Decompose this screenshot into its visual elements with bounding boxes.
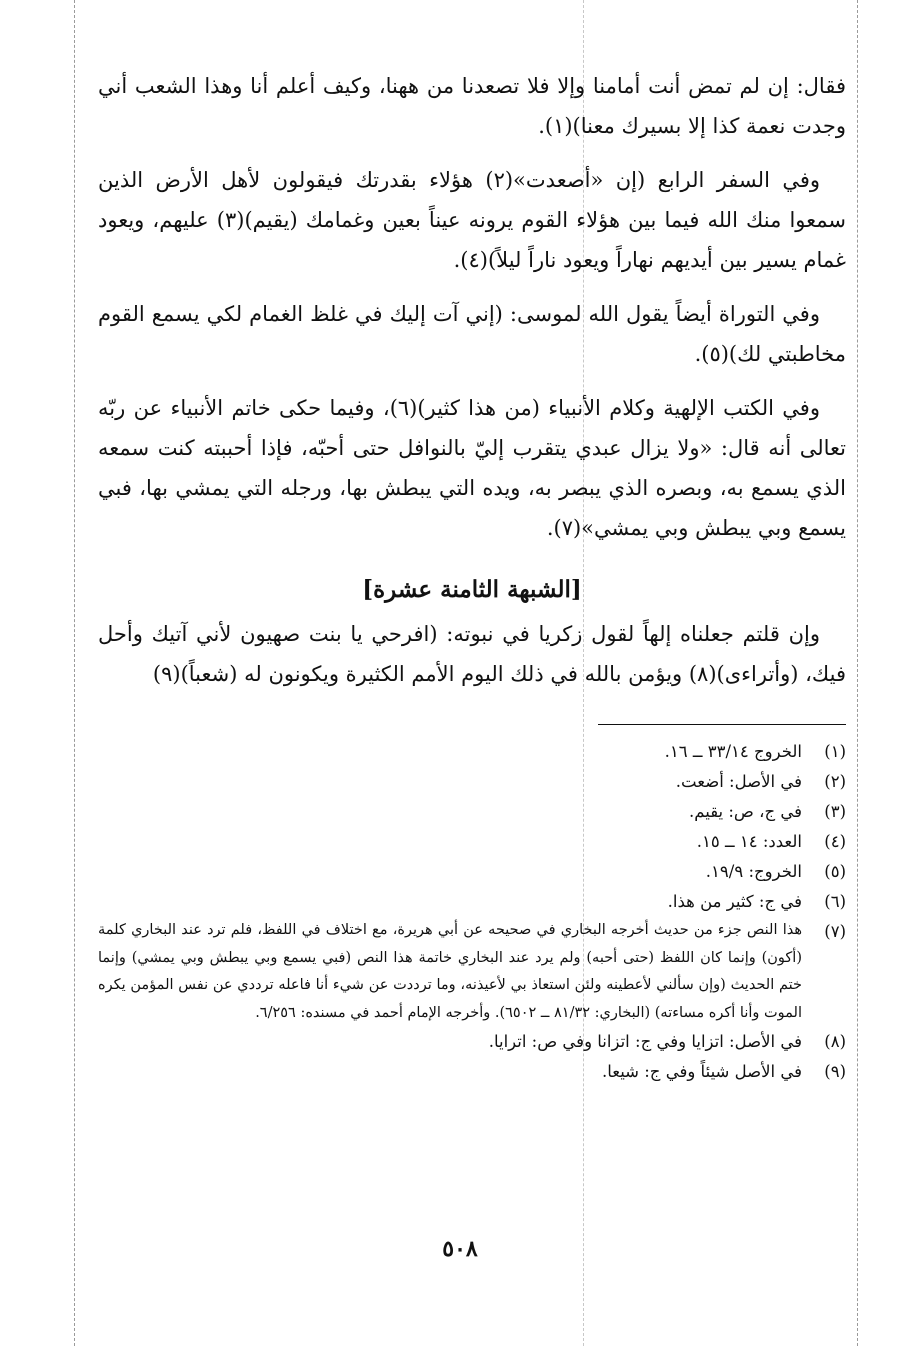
footnote-number: (٦) [824, 892, 846, 911]
footnote-number: (٧) [824, 922, 846, 941]
body-paragraph: وفي السفر الرابع (إن «أصعدت»(٢) هؤلاء بقدرتك فيقولون لأهل الأرض الذين سمعوا منك الله فيما بين هؤلاء القوم يرونه عيناً بعين وغمامك (يقيم)(٣) عليهم، ويعود غمام يسير بين أيديهم نهاراً ويعود ناراً ليلاً)(٤). [98, 168, 846, 272]
body-paragraph: وإن قلتم جعلناه إلهاً لقول زكريا في نبوته: (افرحي يا بنت صهيون لأني آتيك وأحل فيك، (وأتراءى)(٨) ويؤمن بالله في ذلك اليوم الأمم الكثيرة ويكونون له (شعباً)(٩) [98, 622, 846, 686]
footnote-number: (٥) [824, 862, 846, 881]
footnote-item [98, 1057, 846, 1087]
footnote-text: العدد: ١٤ ــ ١٥. [696, 832, 802, 851]
footnote-text: الخروج: ١٩/٩. [705, 862, 802, 881]
footnote-number: (١) [824, 742, 846, 761]
footnote-text: في ج: كثير من هذا. [667, 892, 802, 911]
footnote-text: في الأصل: أضعت. [675, 772, 802, 791]
footnote-number: (٨) [824, 1032, 846, 1051]
page-content [98, 66, 846, 1087]
page-fold-line-left [74, 0, 75, 1346]
footnote-item [98, 767, 846, 797]
footnote-item [98, 1027, 846, 1057]
footnote-text: في ج، ص: يقيم. [688, 802, 802, 821]
body-paragraph: فقال: إن لم تمض أنت أمامنا وإلا فلا تصعدنا من ههنا، وكيف أعلم أنا وهذا الشعب أني وجدت نعمة كذا إلا بسيرك معنا)(١). [98, 74, 846, 138]
body-paragraph: وفي التوراة أيضاً يقول الله لموسى: (إني آت إليك في غلظ الغمام لكي يسمع القوم مخاطبتي لك)(٥). [98, 302, 846, 366]
footnote-text: الخروج ٣٣/١٤ ــ ١٦. [664, 742, 802, 761]
footnote-item [98, 917, 846, 1027]
footnote-item [98, 857, 846, 887]
footnote-separator [598, 724, 846, 725]
footnote-item [98, 827, 846, 857]
footnote-text: في الأصل شيئاً وفي ج: شيعا. [601, 1062, 802, 1081]
page-fold-line-right [857, 0, 858, 1346]
footnote-number: (٢) [824, 772, 846, 791]
footnote-text: في الأصل: اتزايا وفي ج: اتزانا وفي ص: اترايا. [488, 1032, 802, 1051]
footnote-item [98, 737, 846, 767]
footnote-item [98, 887, 846, 917]
body-paragraph: وفي الكتب الإلهية وكلام الأنبياء (من هذا كثير)(٦)، وفيما حكى خاتم الأنبياء عن ربّه تعالى أنه قال: «ولا يزال عبدي يتقرب إليّ بالنوافل حتى أحبّه، فإذا أحببته كنت سمعه الذي يسمع به، وبصره الذي يبصر به، ويده التي يبطش بها، ورجله التي يمشي بها، فبي يسمع وبي يبطش وبي يمشي»(٧). [98, 396, 846, 540]
footnote-number: (٤) [824, 832, 846, 851]
footnote-item [98, 797, 846, 827]
section-heading: [الشبهة الثامنة عشرة] [362, 576, 582, 603]
footnote-number: (٩) [824, 1062, 846, 1081]
footnote-number: (٣) [824, 802, 846, 821]
footnote-text: هذا النص جزء من حديث أخرجه البخاري في صحيحه عن أبي هريرة، مع اختلاف في اللفظ، فلم ترد عند البخاري كلمة (أكون) وإنما كان اللفظ (حتى أحبه) ولم يرد عند البخاري خاتمة هذا النص (فبي يسمع وبي يبطش وبي يمشي) وإنما ختم الحديث (وإن سألني لأعطينه ولئن استعاذ بي لأعيذنه، وما ترددت عن شيء أنا فاعله ترددي عن نفس المؤمن يكره الموت وأنا أكره مساءته) (البخاري: ٨١/٣٢ ــ ٦٥٠٢). وأخرجه الإمام أحمد في مسنده: ٦/٢٥٦. [98, 922, 802, 1021]
page-number: ٥٠٨ [442, 1236, 478, 1262]
footnotes [98, 737, 846, 1087]
